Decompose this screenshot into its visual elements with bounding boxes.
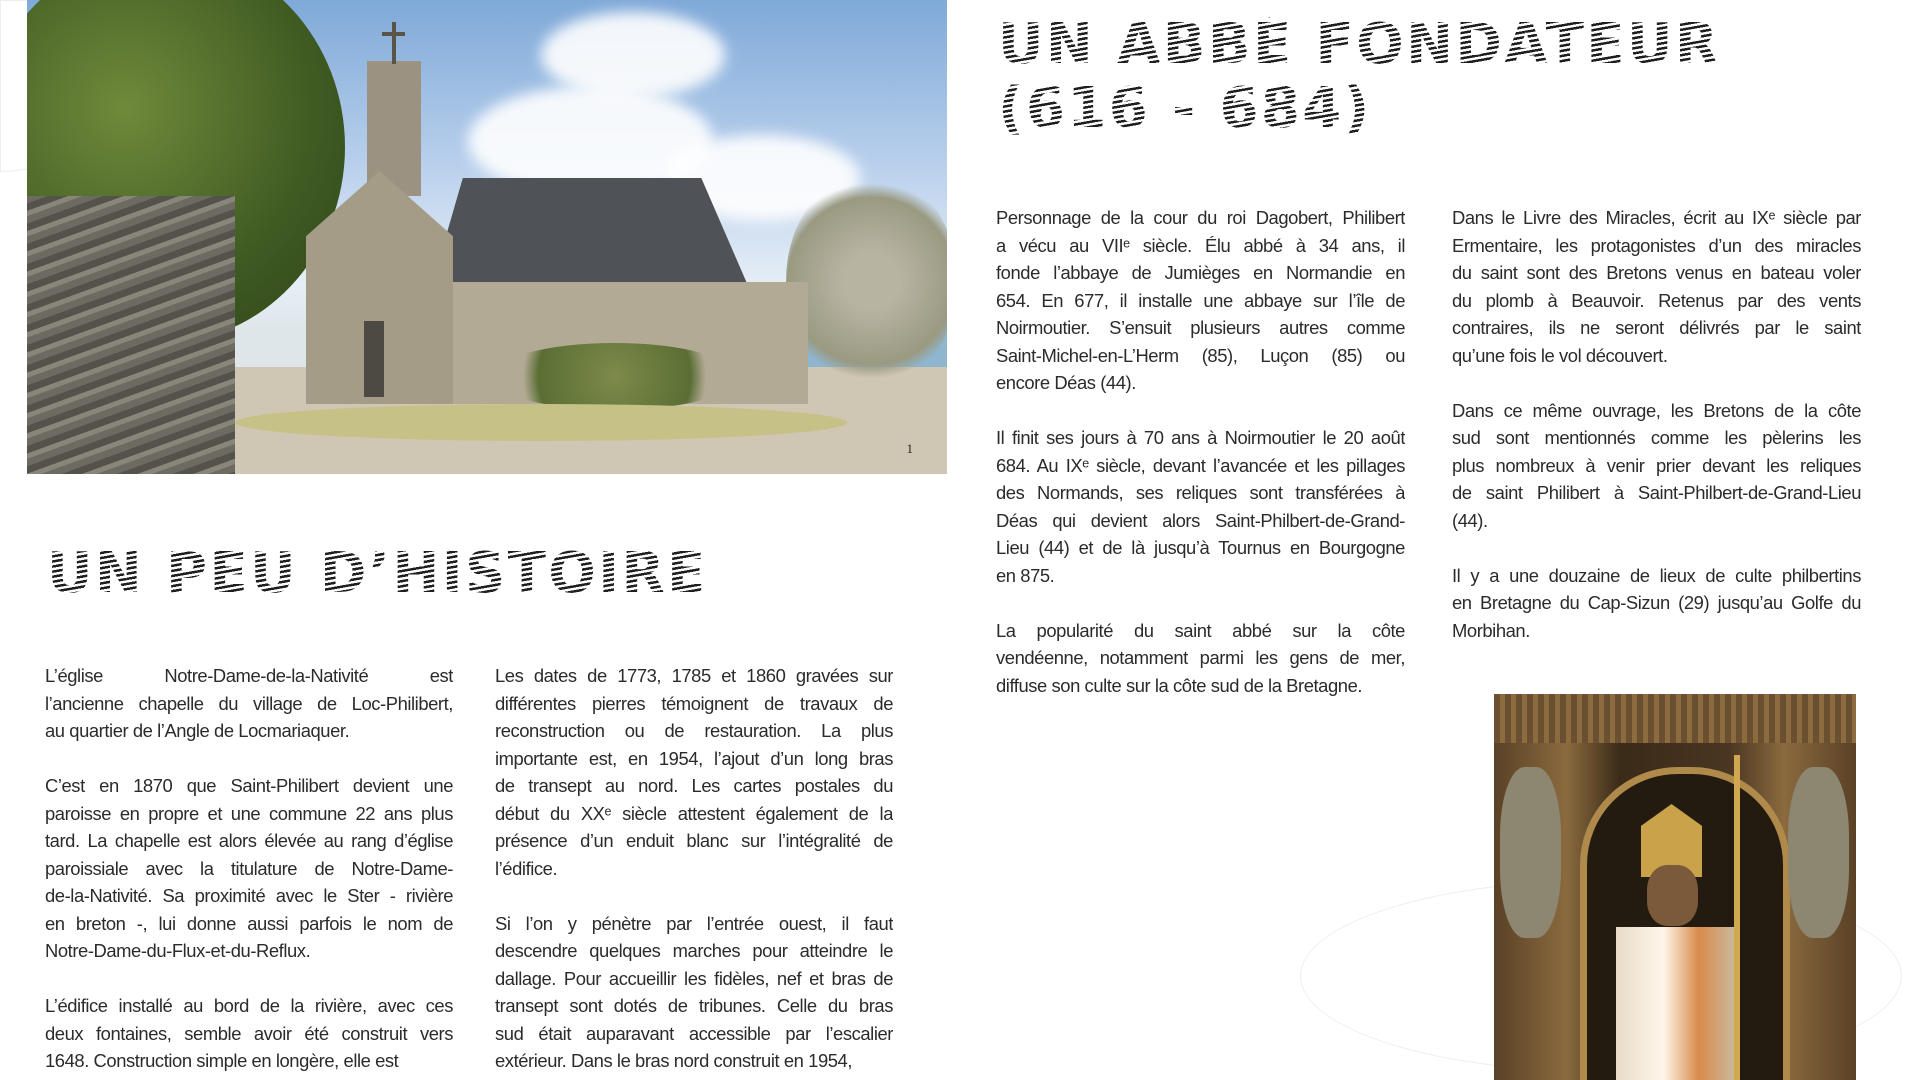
text-line: du plomb à Beauvoir. Retenus par des vents [1452, 289, 1861, 311]
text-line: diffuse son culte sur la côte sud de la Bretagne. [996, 674, 1363, 696]
text-line: Noirmoutier. S’ensuit plusieurs autres comme [996, 317, 1405, 338]
text-line: Si l’on y pénètre par l’entrée ouest, il faut [495, 912, 893, 934]
text-line: Il finit ses jours à 70 ans à Noirmoutier le 20 août [996, 427, 1405, 448]
text-line: Les dates de 1773, 1785 et 1860 gravées sur [495, 665, 893, 686]
text-line: qu’une fois le vol découvert. [1452, 344, 1668, 366]
text-line: deux fontaines, semble avoir été construit vers [45, 1022, 453, 1044]
text-line: a vécu au VIIᵉ siècle. Élu abbé à 34 ans, il [996, 234, 1405, 256]
paragraph [996, 617, 1405, 700]
paragraph [996, 204, 1405, 397]
paragraph [45, 662, 453, 745]
history-heading: UN PEU D’HISTOIRE [47, 541, 708, 606]
founder-heading-line1: UN ABBÉ FONDATEUR [998, 12, 1721, 77]
text-line: des Normands, ses reliques sont transférées à [996, 482, 1405, 503]
text-line: importante est, en 1954, l’ajout d’un long bras [495, 747, 893, 769]
text-line: Ermentaire, les protagonistes d’un des miracles [1452, 234, 1861, 256]
founder-column-2 [1452, 204, 1861, 644]
text-line: Morbihan. [1452, 619, 1530, 641]
text-line: du saint sont des Bretons venus en bateau voler [1452, 262, 1861, 283]
text-line: paroisse en propre et une commune 22 ans plus [45, 802, 453, 824]
paragraph [45, 772, 453, 965]
text-line: fonde l’abbaye de Jumièges en Normandie en [996, 262, 1405, 283]
text-line: en 875. [996, 564, 1055, 586]
text-line: Dans le Livre des Miracles, écrit au IXᵉ siècle par [1452, 207, 1861, 228]
paragraph [1452, 397, 1861, 535]
text-line: plus nombreux à venir prier devant les reliques [1452, 454, 1861, 476]
text-line: Lieu (44) et de là jusqu’à Tournus en Bourgogne [996, 537, 1405, 558]
chapel-photo [27, 0, 947, 474]
text-line: reconstruction ou de restauration. La plus [495, 720, 893, 741]
text-line: descendre quelques marches pour atteindre le [495, 940, 893, 961]
text-line: 1648. Construction simple en longère, elle est [45, 1050, 399, 1071]
text-line: Il y a une douzaine de lieux de culte philbertins [1452, 564, 1861, 586]
founder-heading-line2: (616 - 684) [998, 76, 1372, 141]
history-column-1 [45, 662, 453, 1075]
paragraph [1452, 204, 1861, 369]
founder-column-1 [996, 204, 1405, 699]
text-line: de-la-Nativité. Sa proximité avec le Ster - rivière [45, 885, 453, 906]
history-column-2 [495, 662, 893, 1075]
text-line: encore Déas (44). [996, 372, 1136, 393]
text-line: Notre-Dame-du-Flux-et-du-Reflux. [45, 940, 311, 961]
text-line: au quartier de l’Angle de Locmariaquer. [45, 720, 350, 741]
photo-number: 1 [906, 441, 913, 456]
text-line: dallage. Pour accueillir les fidèles, nef et bras de [495, 967, 893, 989]
text-line: Saint-Michel-en-L’Herm (85), Luçon (85) ou [996, 344, 1405, 366]
saint-philibert-statue-photo [1494, 694, 1856, 1080]
paragraph [1452, 562, 1861, 645]
text-line: différentes pierres témoignent de travaux de [495, 692, 893, 714]
text-line: 684. Au IXᵉ siècle, devant l’avancée et les pillages [996, 454, 1405, 476]
text-line: l’édifice. [495, 857, 558, 879]
text-line: transept sont dotés de tribunes. Celle du bras [495, 995, 893, 1016]
text-line: de transept au nord. Les cartes postales du [495, 775, 893, 796]
text-line: en breton -, lui donne aussi parfois le nom de [45, 912, 453, 934]
text-line: sud sont mentionnés comme les pèlerins les [1452, 427, 1861, 448]
text-line: (44). [1452, 509, 1488, 531]
text-line: contraires, ils ne seront délivrés par le saint [1452, 317, 1861, 338]
text-line: début du XXᵉ siècle attestent également de la [495, 802, 893, 824]
paragraph [45, 992, 453, 1075]
text-line: paroissiale avec la titulature de Notre-Dame- [45, 857, 453, 879]
text-line: de saint Philibert à Saint-Philbert-de-Grand-Lieu [1452, 482, 1861, 503]
text-line: sud était auparavant accessible par l’escalier [495, 1022, 893, 1044]
text-line: L’église Notre-Dame-de-la-Nativité est [45, 665, 453, 686]
text-line: Personnage de la cour du roi Dagobert, Philibert [996, 207, 1405, 228]
text-line: en Bretagne du Cap-Sizun (29) jusqu’au Golfe du [1452, 592, 1861, 613]
text-line: extérieur. Dans le bras nord construit en 1954, [495, 1050, 853, 1071]
text-line: vendéenne, notamment parmi les gens de mer, [996, 647, 1405, 668]
text-line: tard. La chapelle est alors élevée au rang d’église [45, 830, 453, 851]
text-line: présence d’un enduit blanc sur l’intégralité de [495, 830, 893, 851]
paragraph [495, 910, 893, 1075]
text-line: l’ancienne chapelle du village de Loc-Philibert, [45, 692, 453, 714]
text-line: 654. En 677, il installe une abbaye sur l’île de [996, 289, 1405, 311]
text-line: C’est en 1870 que Saint-Philibert devient une [45, 775, 453, 796]
paragraph [996, 424, 1405, 589]
paragraph [495, 662, 893, 882]
text-line: Déas qui devient alors Saint-Philbert-de-Grand- [996, 509, 1405, 531]
text-line: La popularité du saint abbé sur la côte [996, 619, 1405, 641]
text-line: Dans ce même ouvrage, les Bretons de la côte [1452, 399, 1861, 421]
text-line: L’édifice installé au bord de la rivière, avec ces [45, 995, 453, 1016]
